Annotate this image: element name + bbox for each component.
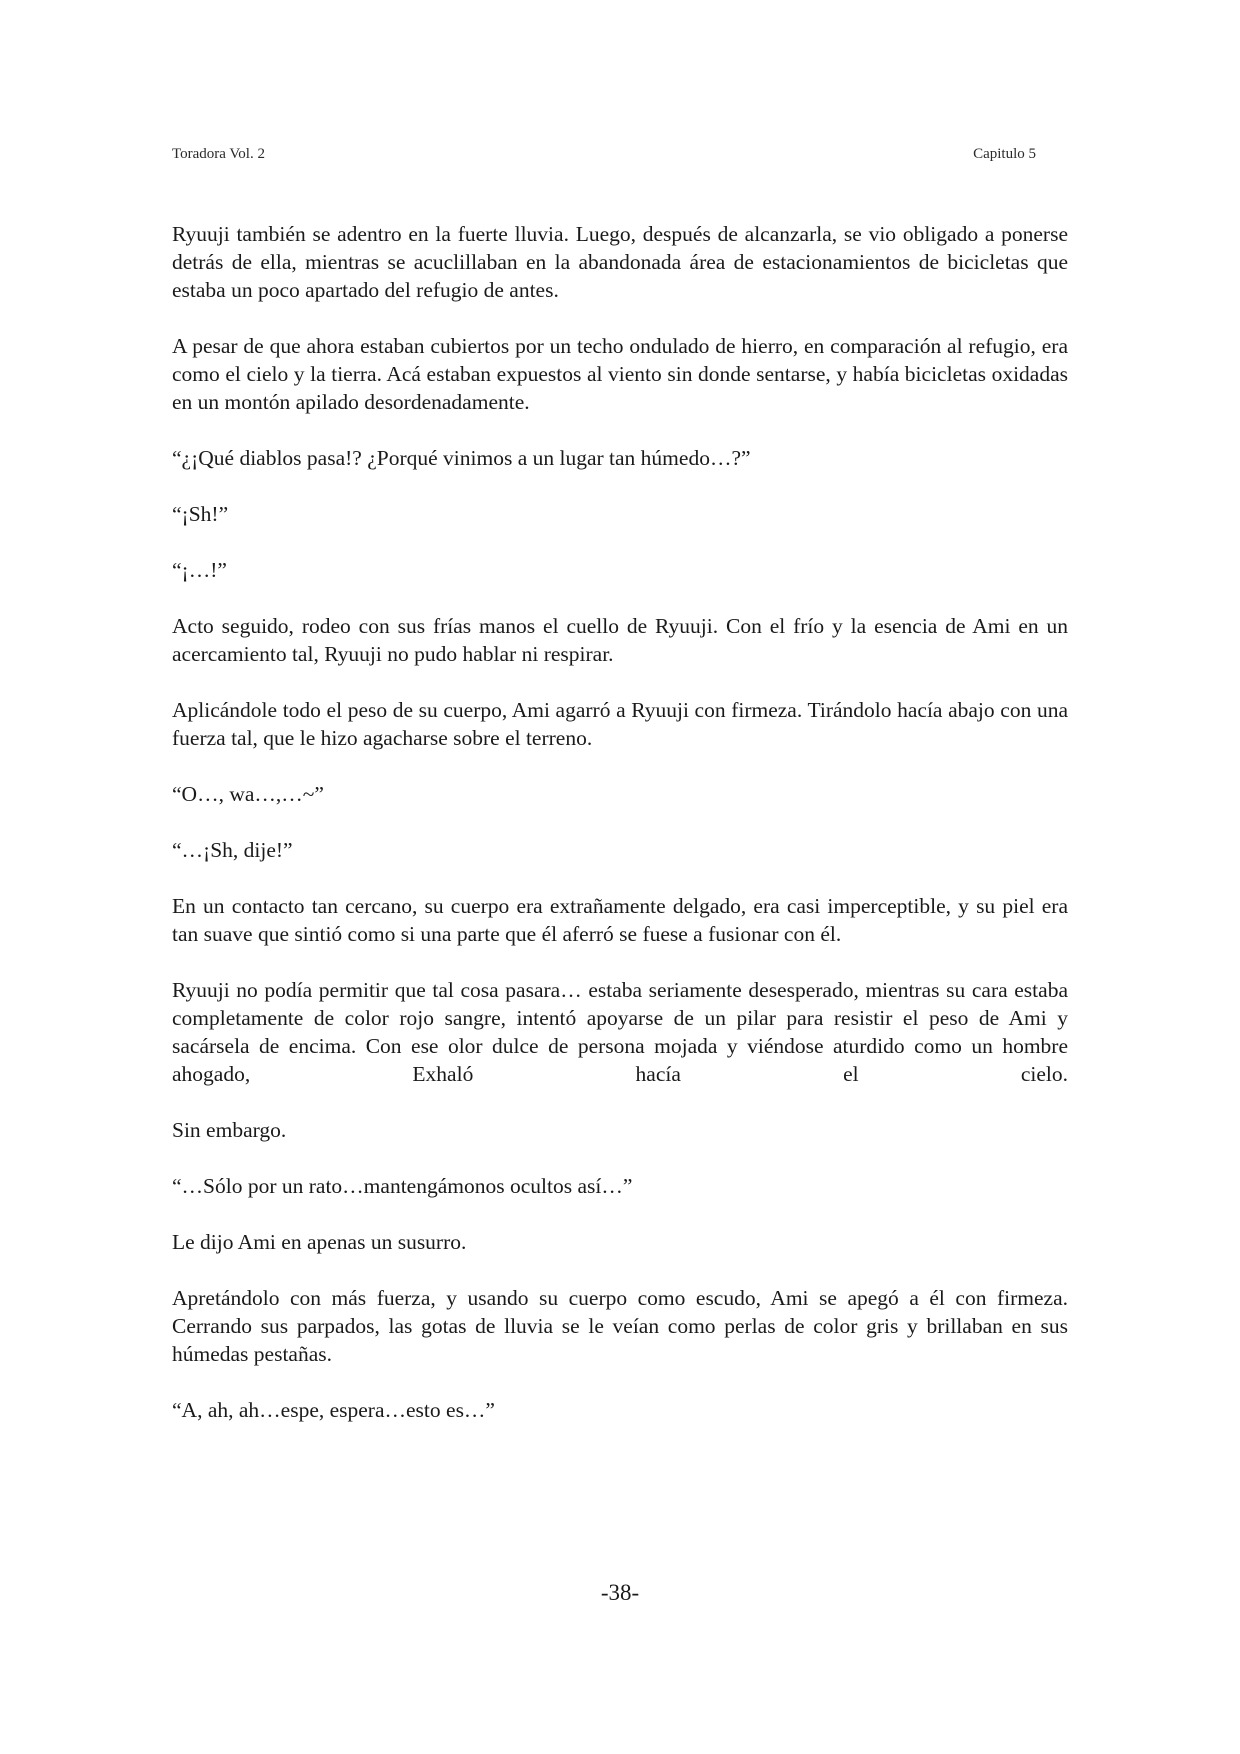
paragraph: “O…, wa…,…~” (172, 782, 324, 806)
page-number: -38- (600, 1580, 640, 1605)
header-chapter: Capitulo 5 (973, 146, 1036, 162)
paragraph: A pesar de que ahora estaban cubiertos por un techo ondulado de hierro, en comparación al refugio, era como el cielo y la tierra. Acá estaban expuestos al viento sin donde sentarse, y había bicicletas oxidadas en un montón apilado desordenadamente. (172, 334, 1068, 414)
paragraph: En un contacto tan cercano, su cuerpo era extrañamente delgado, era casi imperceptible, y su piel era tan suave que sintió como si una parte que él aferró se fuese a fusionar con él. (172, 894, 1068, 946)
paragraph: Acto seguido, rodeo con sus frías manos el cuello de Ryuuji. Con el frío y la esencia de Ami en un acercamiento tal, Ryuuji no pudo hablar ni respirar. (172, 614, 1068, 666)
paragraph: “…Sólo por un rato…mantengámonos ocultos así…” (172, 1174, 633, 1198)
paragraph: Ryuuji también se adentro en la fuerte lluvia. Luego, después de alcanzarla, se vio obligado a ponerse detrás de ella, mientras se acuclillaban en la abandonada área de estacionamientos de bicicletas que estaba un poco apartado del refugio de antes. (172, 222, 1068, 302)
paragraph: “…¡Sh, dije!” (172, 838, 293, 862)
paragraph: Sin embargo. (172, 1118, 287, 1142)
paragraph: Apretándolo con más fuerza, y usando su cuerpo como escudo, Ami se apegó a él con firmeza. Cerrando sus parpados, las gotas de lluvia se le veían como perlas de color gris y brillaban en sus húmedas pestañas. (172, 1286, 1068, 1366)
header-book-title: Toradora Vol. 2 (172, 146, 265, 162)
body-text (172, 220, 1068, 1452)
paragraph: “A, ah, ah…espe, espera…esto es…” (172, 1398, 495, 1422)
paragraph: Aplicándole todo el peso de su cuerpo, Ami agarró a Ryuuji con firmeza. Tirándolo hacía abajo con una fuerza tal, que le hizo agacharse sobre el terreno. (172, 698, 1068, 750)
paragraph: “¡Sh!” (172, 502, 229, 526)
paragraph: “¡…!” (172, 558, 227, 582)
paragraph: “¿¡Qué diablos pasa!? ¿Porqué vinimos a un lugar tan húmedo…?” (172, 446, 751, 470)
paragraph: Ryuuji no podía permitir que tal cosa pasara… estaba seriamente desesperado, mientras su cara estaba completamente de color rojo sangre, intentó apoyarse de un pilar para resistir el peso de Ami y sacársela de encima. Con ese olor dulce de persona mojada y viéndose aturdido como un hombre ahogado, Exhaló hacía el cielo. (172, 978, 1068, 1086)
paragraph: Le dijo Ami en apenas un susurro. (172, 1230, 467, 1254)
page-header (172, 146, 1036, 166)
